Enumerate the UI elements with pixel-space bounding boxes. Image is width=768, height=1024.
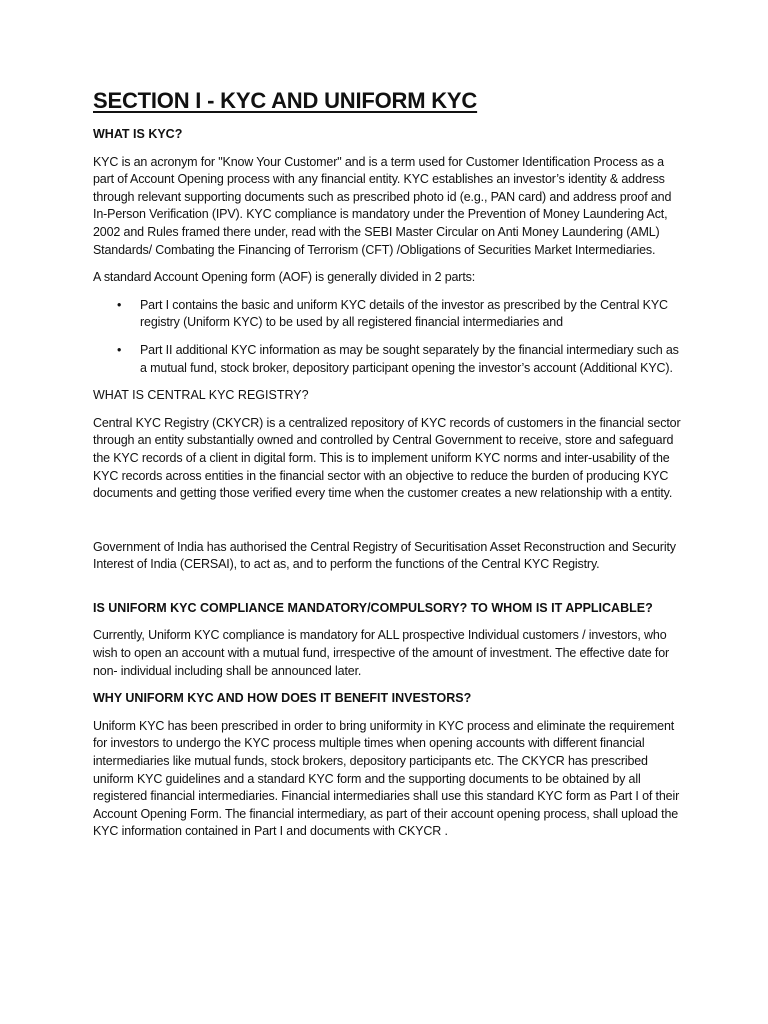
aof-parts-list <box>93 297 683 377</box>
document-page <box>93 88 683 851</box>
benefit-heading: WHY UNIFORM KYC AND HOW DOES IT BENEFIT INVESTORS? <box>93 691 472 706</box>
list-item <box>93 342 683 377</box>
cersai-paragraph: Government of India has authorised the Central Registry of Securitisation Asset Reconstruction and Security Interest of India (CERSAI), to act as, and to perform the functions of the Central KYC Registry. <box>93 539 676 572</box>
central-kyc-registry-heading: WHAT IS CENTRAL KYC REGISTRY? <box>93 388 309 403</box>
ckycr-definition-paragraph: Central KYC Registry (CKYCR) is a centralized repository of KYC records of customers in the financial sector through an entity substantially owned and controlled by Central Government to receive, store and safeguard the KYC records of a client in digital form. This is to implement uniform KYC norms and inter-usability of the KYC records across entities in the financial sector with an objective to reduce the burden of producing KYC documents and getting those verified every time when the customer creates a new relationship with a entity. <box>93 415 681 501</box>
list-item-text: Part I contains the basic and uniform KYC details of the investor as prescribed by the Central KYC registry (Uniform KYC) to be used by all registered financial intermediaries and <box>140 297 668 330</box>
list-item-text: Part II additional KYC information as may be sought separately by the financial intermediary such as a mutual fund, stock broker, depository participant opening the investor’s account (Additional KYC). <box>140 342 679 375</box>
aof-intro-paragraph: A standard Account Opening form (AOF) is generally divided in 2 parts: <box>93 270 476 285</box>
spacer <box>93 584 683 600</box>
bullet-icon: • <box>117 342 122 357</box>
list-item <box>93 297 683 332</box>
spacer <box>93 513 683 539</box>
kyc-definition-paragraph: KYC is an acronym for "Know Your Customer" and is a term used for Customer Identification Process as a part of Account Opening process with any financial entity. KYC establishes an investor’s identity & address through relevant supporting documents such as prescribed photo id (e.g., PAN card) and address proof and In-Person Verification (IPV). KYC compliance is mandatory under the Prevention of Money Laundering Act, 2002 and Rules framed there under, read with the SEBI Master Circular on Anti Money Laundering (AML) Standards/ Combating the Financing of Terrorism (CFT) /Obligations of Securities Market Intermediaries. <box>93 154 672 257</box>
benefit-paragraph: Uniform KYC has been prescribed in order to bring uniformity in KYC process and eliminate the requirement for investors to undergo the KYC process multiple times when opening accounts with different financial intermediaries like mutual funds, stock brokers, depository participants etc. The CKYCR has prescribed uniform KYC guidelines and a standard KYC form and the supporting documents to be obtained by all registered financial intermediaries. Financial intermediaries shall use this standard KYC form as Part I of their Account Opening Form. The financial intermediary, as part of their account opening process, shall upload the KYC information contained in Part I and documents with CKYCR . <box>93 718 680 839</box>
bullet-icon: • <box>117 297 122 312</box>
what-is-kyc-heading: WHAT IS KYC? <box>93 127 183 141</box>
mandatory-heading: IS UNIFORM KYC COMPLIANCE MANDATORY/COMPULSORY? TO WHOM IS IT APPLICABLE? <box>93 600 653 615</box>
mandatory-paragraph: Currently, Uniform KYC compliance is mandatory for ALL prospective Individual customers / investors, who wish to open an account with a mutual fund, irrespective of the amount of investment. The effective date for non- individual including shall be announced later. <box>93 628 670 678</box>
section-title: SECTION I - KYC AND UNIFORM KYC <box>93 88 478 113</box>
